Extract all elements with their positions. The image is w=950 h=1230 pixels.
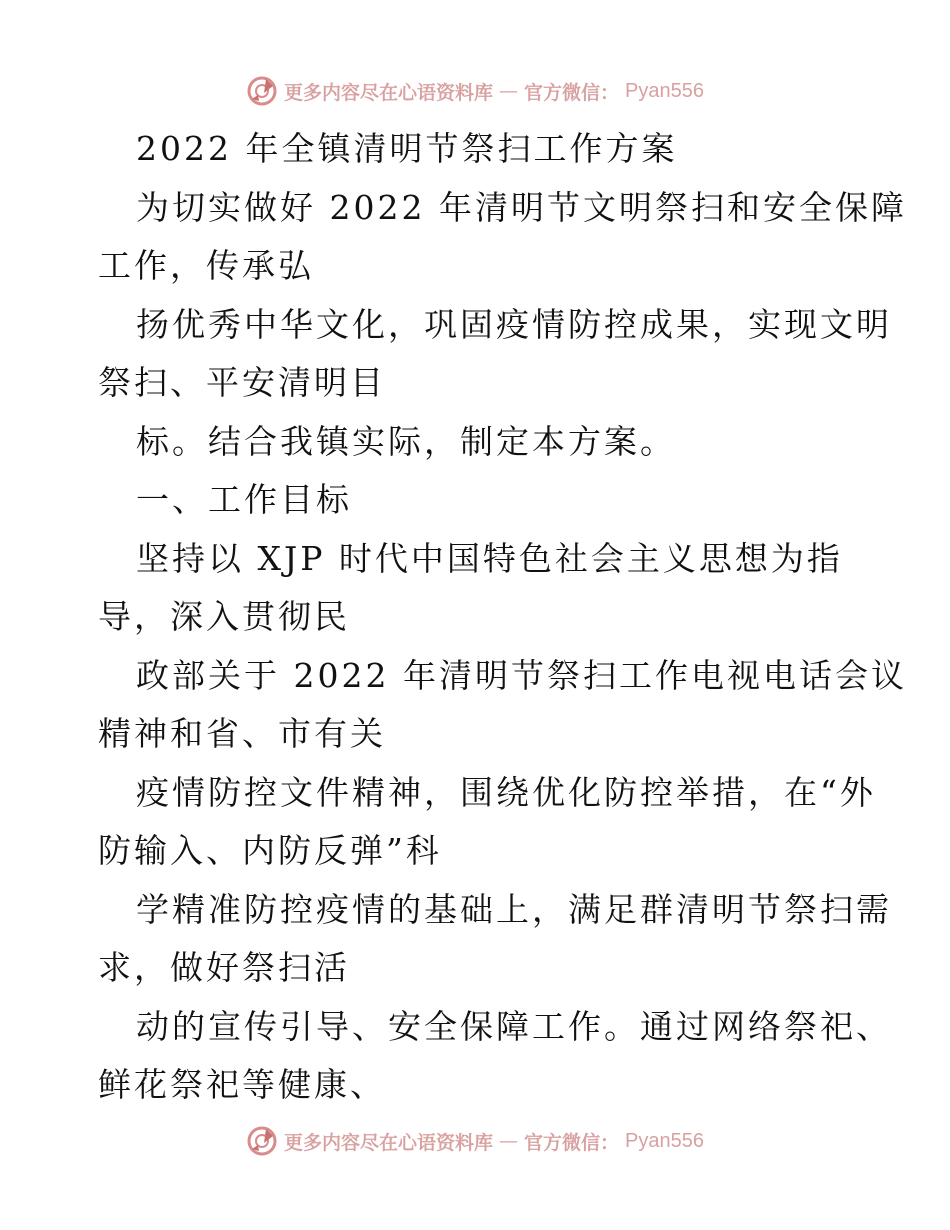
- watermark-id: Pyan556: [625, 79, 704, 102]
- watermark-text: 更多内容尽在心语资料库: [284, 1131, 494, 1154]
- watermark-contact: 官方微信：: [524, 81, 620, 104]
- text-line: 疫情防控文件精神，围绕优化防控举措，在“外: [136, 772, 876, 812]
- text-line: 标。结合我镇实际，制定本方案。: [136, 421, 676, 461]
- watermark-text: 更多内容尽在心语资料库: [284, 81, 494, 104]
- section-heading: 一、工作目标: [136, 480, 352, 519]
- watermark-header: [0, 74, 950, 108]
- text-line: 为切实做好 2022 年清明节文明祭扫和安全保障: [136, 187, 907, 227]
- watermark-id: Pyan556: [625, 1129, 704, 1152]
- text-line: 政部关于 2022 年清明节祭扫工作电视电话会议: [136, 655, 907, 695]
- logo-icon: [246, 1125, 278, 1157]
- watermark-footer: [0, 1124, 950, 1158]
- document-title: 2022 年全镇清明节祭扫工作方案: [136, 129, 678, 168]
- document-body: [98, 120, 907, 1115]
- text-line: 防输入、内防反弹”科: [98, 831, 442, 870]
- watermark-separator: —: [499, 1130, 519, 1152]
- text-line: 精神和省、市有关: [98, 714, 386, 753]
- text-line: 导，深入贯彻民: [98, 597, 350, 636]
- watermark-separator: —: [499, 80, 519, 102]
- text-line: 动的宣传引导、安全保障工作。通过网络祭祀、: [136, 1006, 892, 1046]
- text-line: 扬优秀中华文化，巩固疫情防控成果，实现文明: [136, 304, 892, 344]
- text-line: 求，做好祭扫活: [98, 948, 350, 987]
- text-line: 工作，传承弘: [98, 246, 314, 285]
- text-line: 坚持以 XJP 时代中国特色社会主义思想为指: [136, 538, 843, 578]
- text-line: 学精准防控疫情的基础上，满足群清明节祭扫需: [136, 889, 892, 929]
- text-line: 鲜花祭祀等健康、: [98, 1065, 386, 1104]
- watermark-contact: 官方微信：: [524, 1131, 620, 1154]
- logo-icon: [246, 75, 278, 107]
- text-line: 祭扫、平安清明目: [98, 363, 386, 402]
